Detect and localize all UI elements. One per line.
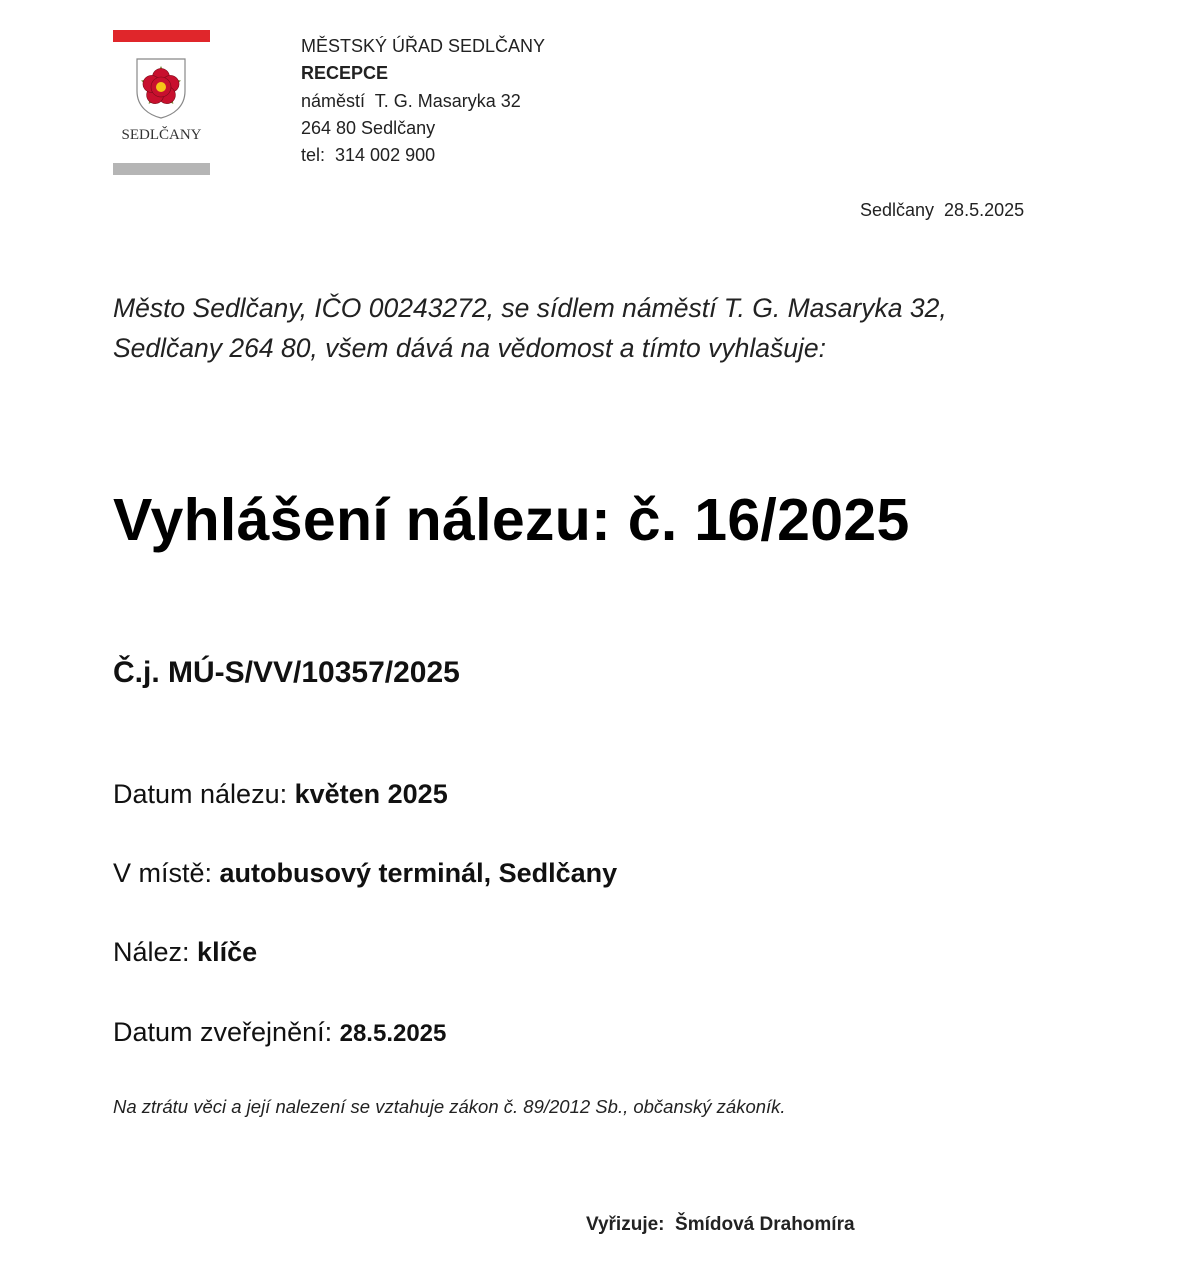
city-logo: [113, 30, 210, 176]
field-label: Datum zveřejnění:: [113, 1017, 340, 1047]
intro-line-2: Sedlčany 264 80, všem dává na vědomost a tímto vyhlašuje:: [113, 333, 826, 363]
street-address: náměstí T. G. Masaryka 32: [301, 90, 521, 111]
field-location: [113, 858, 617, 889]
field-label: Nález:: [113, 937, 198, 967]
field-label: V místě:: [113, 858, 220, 888]
field-publication-date: [113, 1017, 446, 1048]
intro-paragraph: [113, 288, 1113, 368]
field-value: květen 2025: [294, 779, 448, 809]
office-name: MĚSTSKÝ ÚŘAD SEDLČANY: [301, 36, 546, 56]
coat-of-arms-rose-icon: [135, 57, 187, 119]
logo-city-name: SEDLČANY: [121, 127, 202, 143]
logo-red-bar: [113, 30, 210, 42]
field-value: klíče: [197, 937, 258, 967]
field-value: 28.5.2025: [339, 1020, 447, 1047]
document-title: Vyhlášení nálezu: č. 16/2025: [113, 487, 910, 553]
postal-address: 264 80 Sedlčany: [301, 117, 436, 138]
field-value: autobusový terminál, Sedlčany: [219, 858, 618, 888]
phone-number: tel: 314 002 900: [301, 145, 436, 166]
department-name: RECEPCE: [301, 63, 389, 84]
field-find-date: [113, 779, 448, 810]
letterhead: [301, 33, 545, 169]
logo-gray-bar: [113, 163, 210, 175]
field-label: Datum nálezu:: [113, 779, 295, 809]
legal-note: Na ztrátu věci a její nalezení se vztahuje zákon č. 89/2012 Sb., občanský zákoník.: [113, 1096, 786, 1117]
handled-by: Vyřizuje: Šmídová Drahomíra: [586, 1214, 855, 1235]
intro-line-1: Město Sedlčany, IČO 00243272, se sídlem náměstí T. G. Masaryka 32,: [113, 293, 947, 323]
place-and-date: Sedlčany 28.5.2025: [860, 200, 1025, 220]
field-found-item: [113, 937, 257, 968]
reference-number: Č.j. MÚ-S/VV/10357/2025: [113, 656, 460, 689]
